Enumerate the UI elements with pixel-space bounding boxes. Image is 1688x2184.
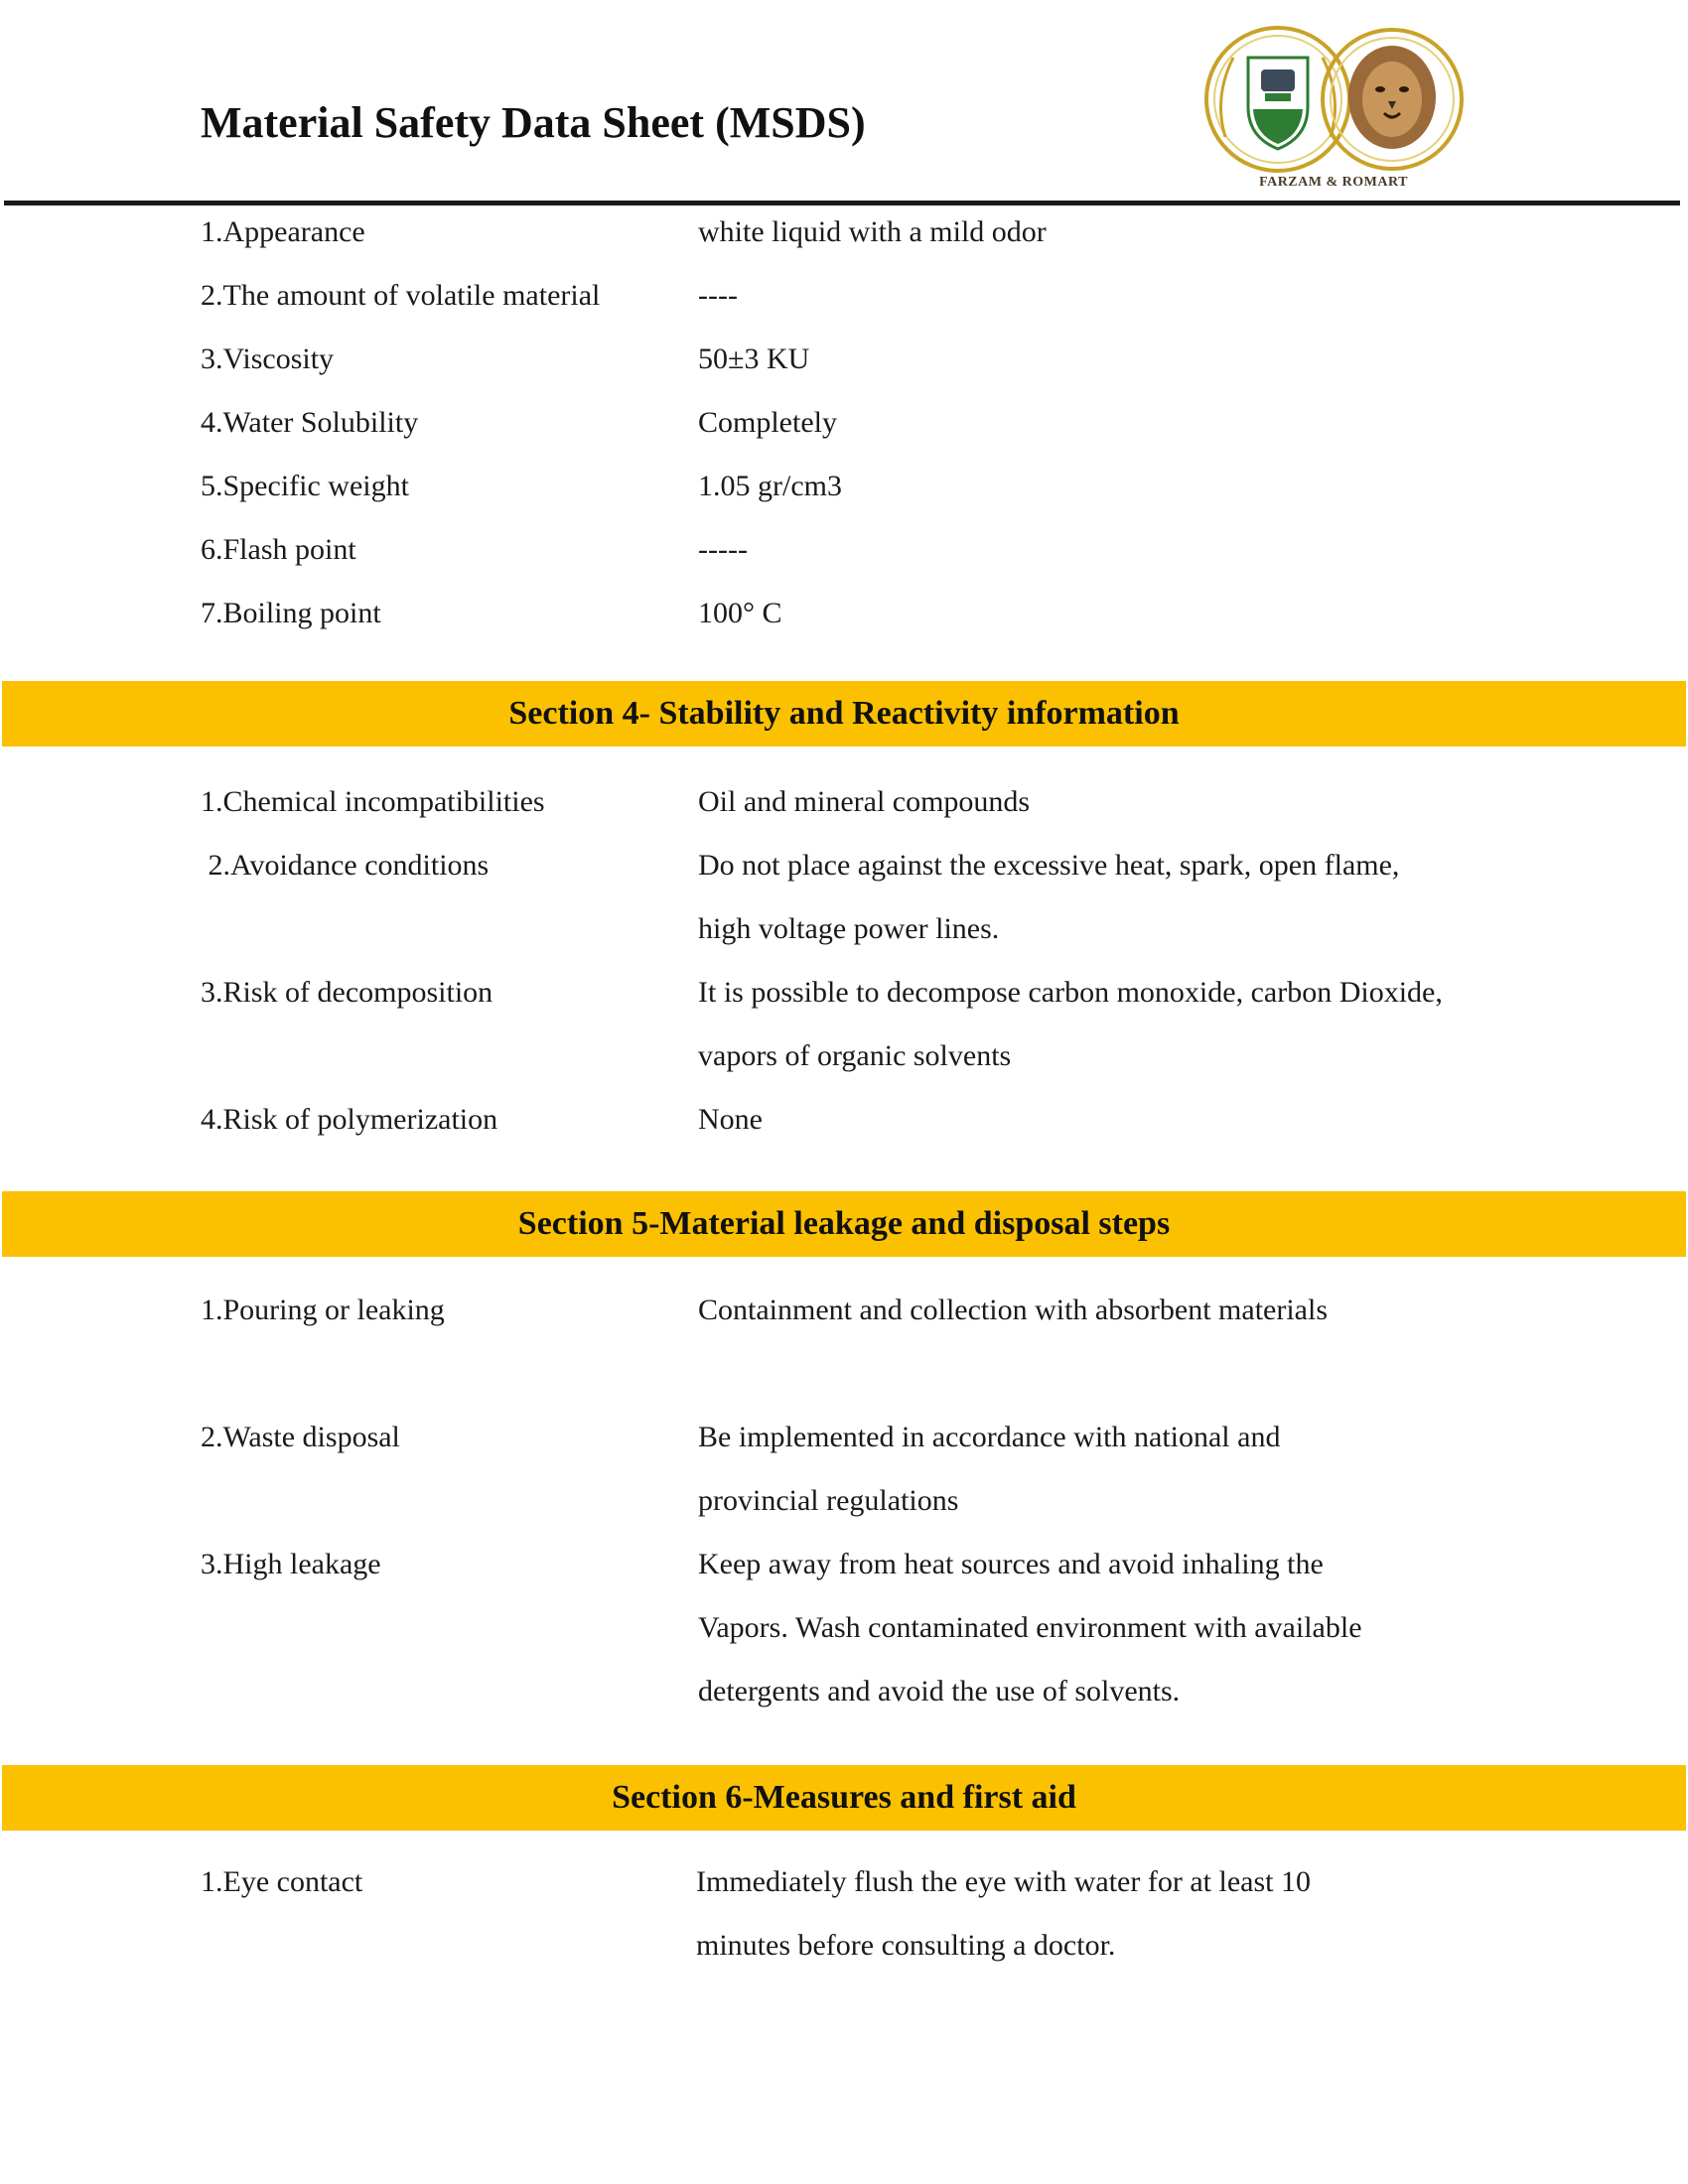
document-title: Material Safety Data Sheet (MSDS) [201, 98, 866, 147]
property-label: 1.Appearance [201, 215, 365, 248]
row-value: Oil and mineral compounds [698, 785, 1031, 818]
row-label: 3.High leakage [201, 1548, 381, 1580]
company-logo [1203, 18, 1464, 197]
property-label: 7.Boiling point [201, 597, 381, 629]
property-value: 1.05 gr/cm3 [698, 470, 842, 502]
section-6-header [2, 1765, 1686, 1831]
row-value: Containment and collection with absorbent materials [698, 1294, 1328, 1326]
row-value: None [698, 1103, 763, 1136]
row-label: 3.Risk of decomposition [201, 976, 493, 1009]
section-5-header [2, 1191, 1686, 1257]
row-value: Immediately flush the eye with water for at least 10 minutes before consulting a doctor. [696, 1865, 1311, 1962]
property-label: 3.Viscosity [201, 342, 335, 375]
row-value: It is possible to decompose carbon monoxide, carbon Dioxide, vapors of organic solvents [698, 976, 1443, 1072]
section-4-title: Section 4- Stability and Reactivity information [508, 695, 1180, 732]
row-value: Keep away from heat sources and avoid inhaling the Vapors. Wash contaminated environment with available detergents and avoid the use of solvents. [698, 1548, 1362, 1707]
lion-icon [1348, 46, 1436, 149]
section-6-title: Section 6-Measures and first aid [612, 1779, 1076, 1816]
property-label: 2.The amount of volatile material [201, 279, 601, 312]
property-value: 50±3 KU [698, 342, 810, 375]
property-label: 5.Specific weight [201, 470, 409, 502]
section-5-title: Section 5-Material leakage and disposal steps [517, 1205, 1171, 1242]
row-value: Be implemented in accordance with national and provincial regulations [698, 1421, 1281, 1517]
property-value: white liquid with a mild odor [698, 215, 1047, 248]
row-label: 2.Waste disposal [201, 1421, 400, 1453]
row-label: 1.Eye contact [201, 1865, 363, 1898]
property-value: ----- [698, 533, 748, 566]
property-label: 4.Water Solubility [201, 406, 419, 439]
row-label: 1.Chemical incompatibilities [201, 785, 545, 818]
property-value: ---- [698, 279, 738, 312]
row-label: 1.Pouring or leaking [201, 1294, 445, 1326]
property-label: 6.Flash point [201, 533, 356, 566]
row-label: 2.Avoidance conditions [201, 849, 490, 882]
logo-caption: FARZAM & ROMART [1259, 175, 1408, 190]
row-label: 4.Risk of polymerization [201, 1103, 498, 1136]
property-value: 100° C [698, 597, 782, 629]
section-4-header [2, 681, 1686, 747]
row-value: Do not place against the excessive heat, spark, open flame, high voltage power lines. [698, 849, 1400, 945]
property-value: Completely [698, 406, 837, 439]
